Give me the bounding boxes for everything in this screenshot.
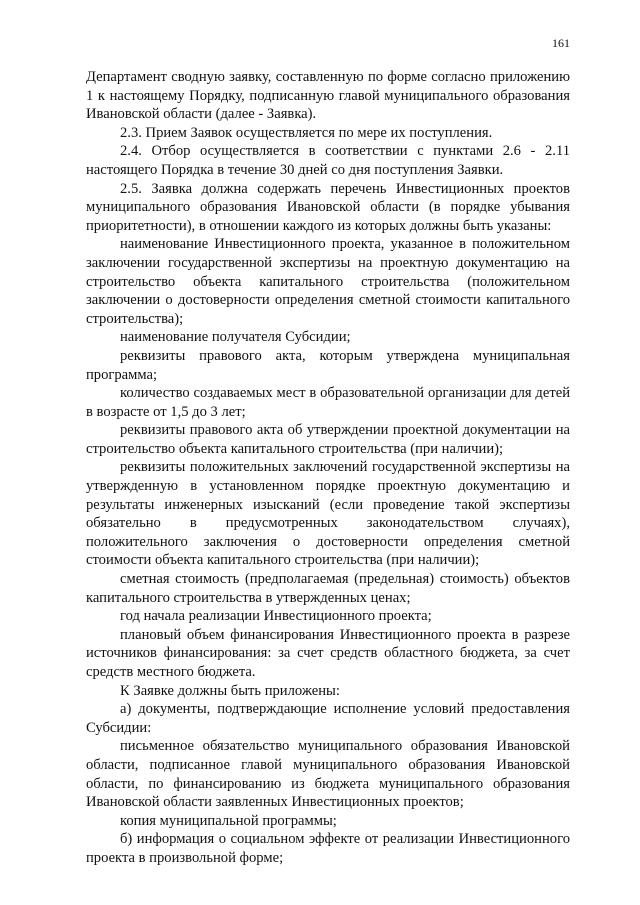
paragraph: плановый объем финансирования Инвестиционного проекта в разрезе источников финансирования: за счет средств областного бюджета, за счет средств местного бюджета. xyxy=(86,626,570,680)
paragraph: реквизиты правового акта об утверждении проектной документации на строительство объекта капитального строительства (при наличии); xyxy=(86,422,570,457)
paragraph: наименование получателя Субсидии; xyxy=(120,329,351,346)
page-number: 161 xyxy=(552,36,570,50)
paragraph: реквизиты правового акта, которым утверждена муниципальная программа; xyxy=(86,347,570,383)
document-body xyxy=(86,68,570,868)
paragraph: копия муниципальной программы; xyxy=(120,812,337,829)
paragraph: К Заявке должны быть приложены: xyxy=(120,682,340,699)
paragraph: 2.4. Отбор осуществляется в соответствии с пунктами 2.6 - 2.11 настоящего Порядка в течение 30 дней со дня поступления Заявки. xyxy=(86,143,570,178)
paragraph: Департамент сводную заявку, составленную по форме согласно приложению 1 к настоящему Порядку, подписанную главой муниципального образования Ивановской области (далее - Заявка). xyxy=(86,69,570,123)
paragraph: б) информация о социальном эффекте от реализации Инвестиционного проекта в произвольной форме; xyxy=(86,831,570,866)
paragraph: год начала реализации Инвестиционного проекта; xyxy=(120,608,432,625)
paragraph: наименование Инвестиционного проекта, указанное в положительном заключении государственной экспертизы на проектную документацию на строительство объекта капитального строительства (положительном заключении о достоверности определения сметной стоимости капитального строительства); xyxy=(86,236,570,327)
paragraph: реквизиты положительных заключений государственной экспертизы на утвержденную в установленном порядке проектную документацию и результаты инженерных изысканий (если проведение такой экспертизы обязательно в предусмотренных законодательством случаях), положительного заключения о достоверности определения сметной стоимости объекта капитального строительства (при наличии); xyxy=(86,459,570,569)
paragraph: 2.3. Прием Заявок осуществляется по мере их поступления. xyxy=(120,124,493,141)
paragraph: а) документы, подтверждающие исполнение условий предоставления Субсидии: xyxy=(86,701,570,736)
paragraph: сметная стоимость (предполагаемая (предельная) стоимость) объектов капитального строительства в утвержденных ценах; xyxy=(86,571,570,606)
paragraph: количество создаваемых мест в образовательной организации для детей в возрасте от 1,5 до 3 лет; xyxy=(86,385,570,420)
paragraph: 2.5. Заявка должна содержать перечень Инвестиционных проектов муниципального образования Ивановской области (в порядке убывания приоритетности), в отношении каждого из которых должны быть указаны: xyxy=(86,180,570,234)
paragraph: письменное обязательство муниципального образования Ивановской области, подписанное главой муниципального образования Ивановской области, по финансированию из бюджета муниципального образования Ивановской области заявленных Инвестиционных проектов; xyxy=(86,738,570,811)
